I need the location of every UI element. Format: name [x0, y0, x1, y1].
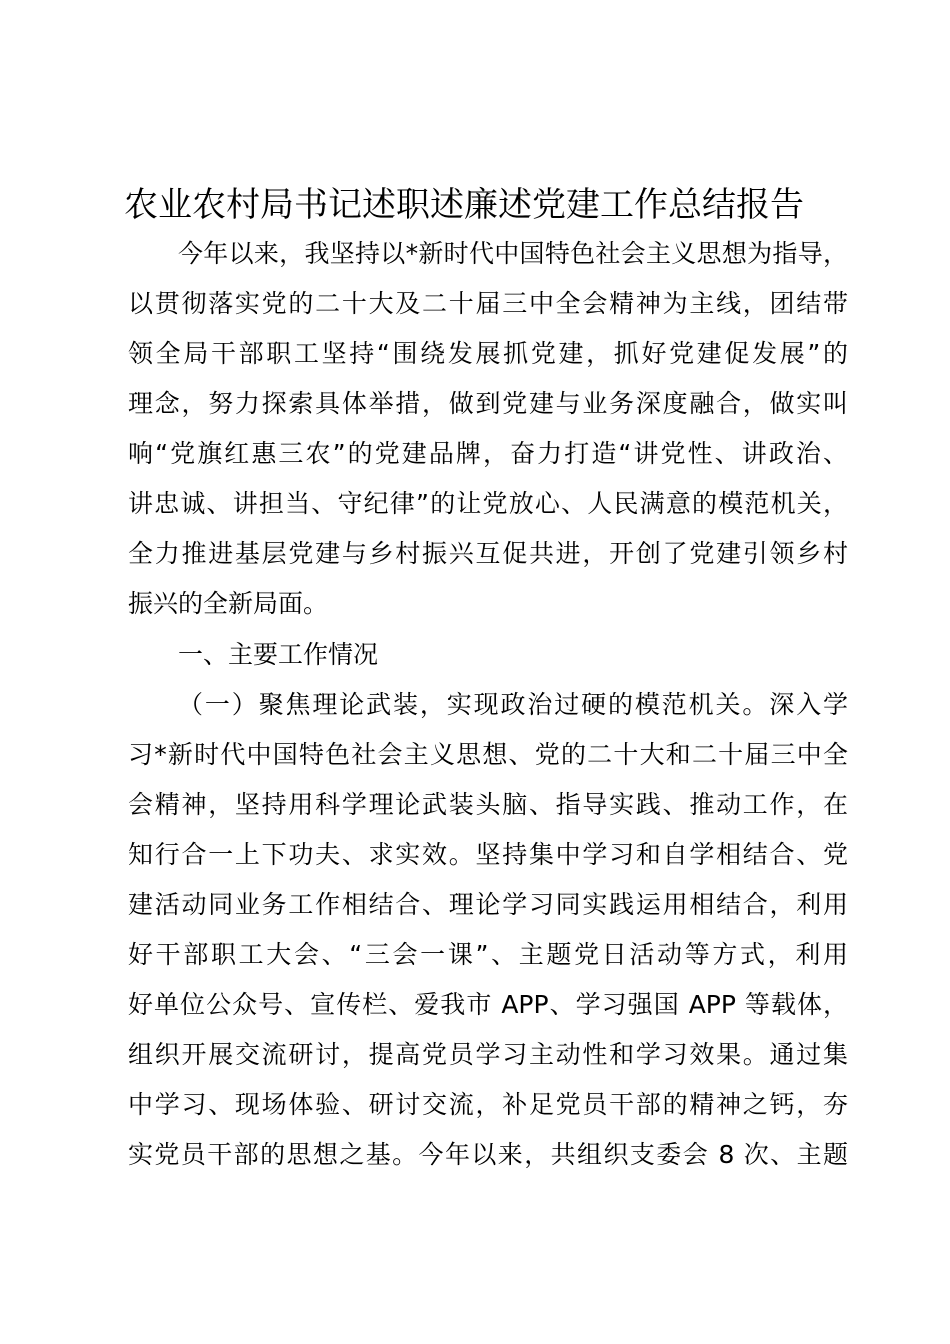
section-line: 建活动同业务工作相结合、理论学习同实践运用相结合，利用 — [128, 890, 848, 919]
intro-line: 响“党旗红惠三农”的党建品牌，奋力打造“讲党性、讲政治、 — [128, 439, 848, 468]
document-title: 农业农村局书记述职述廉述党建工作总结报告 — [124, 185, 804, 225]
section-line: 中学习、现场体验、研讨交流，补足党员干部的精神之钙，夯 — [128, 1090, 848, 1119]
section-line: （一）聚焦理论武装，实现政治过硬的模范机关。深入学 — [178, 690, 848, 719]
section-line: 好干部职工大会、“三会一课”、主题党日活动等方式，利用 — [128, 940, 848, 969]
intro-line: 理念，努力探索具体举措，做到党建与业务深度融合，做实叫 — [128, 389, 848, 418]
intro-line: 以贯彻落实党的二十大及二十届三中全会精神为主线，团结带 — [128, 289, 848, 318]
section-line: 组织开展交流研讨，提高党员学习主动性和学习效果。通过集 — [128, 1040, 848, 1069]
intro-line: 今年以来，我坚持以*新时代中国特色社会主义思想为指导， — [178, 239, 848, 268]
section-line: 会精神，坚持用科学理论武装头脑、指导实践、推动工作，在 — [128, 790, 848, 819]
intro-line: 振兴的全新局面。 — [128, 589, 329, 618]
section-line: 实党员干部的思想之基。今年以来，共组织支委会 8 次、主题 — [128, 1140, 848, 1169]
intro-line: 讲忠诚、讲担当、守纪律”的让党放心、人民满意的模范机关， — [128, 489, 848, 518]
section-line: 好单位公众号、宣传栏、爱我市 APP、学习强国 APP 等载体， — [128, 990, 848, 1019]
intro-line: 领全局干部职工坚持“围绕发展抓党建，抓好党建促发展”的 — [128, 339, 848, 368]
section-line: 知行合一上下功夫、求实效。坚持集中学习和自学相结合、党 — [128, 840, 848, 869]
section-heading: 一、主要工作情况 — [178, 640, 379, 669]
intro-line: 全力推进基层党建与乡村振兴互促共进，开创了党建引领乡村 — [128, 539, 848, 568]
section-line: 习*新时代中国特色社会主义思想、党的二十大和二十届三中全 — [128, 740, 848, 769]
